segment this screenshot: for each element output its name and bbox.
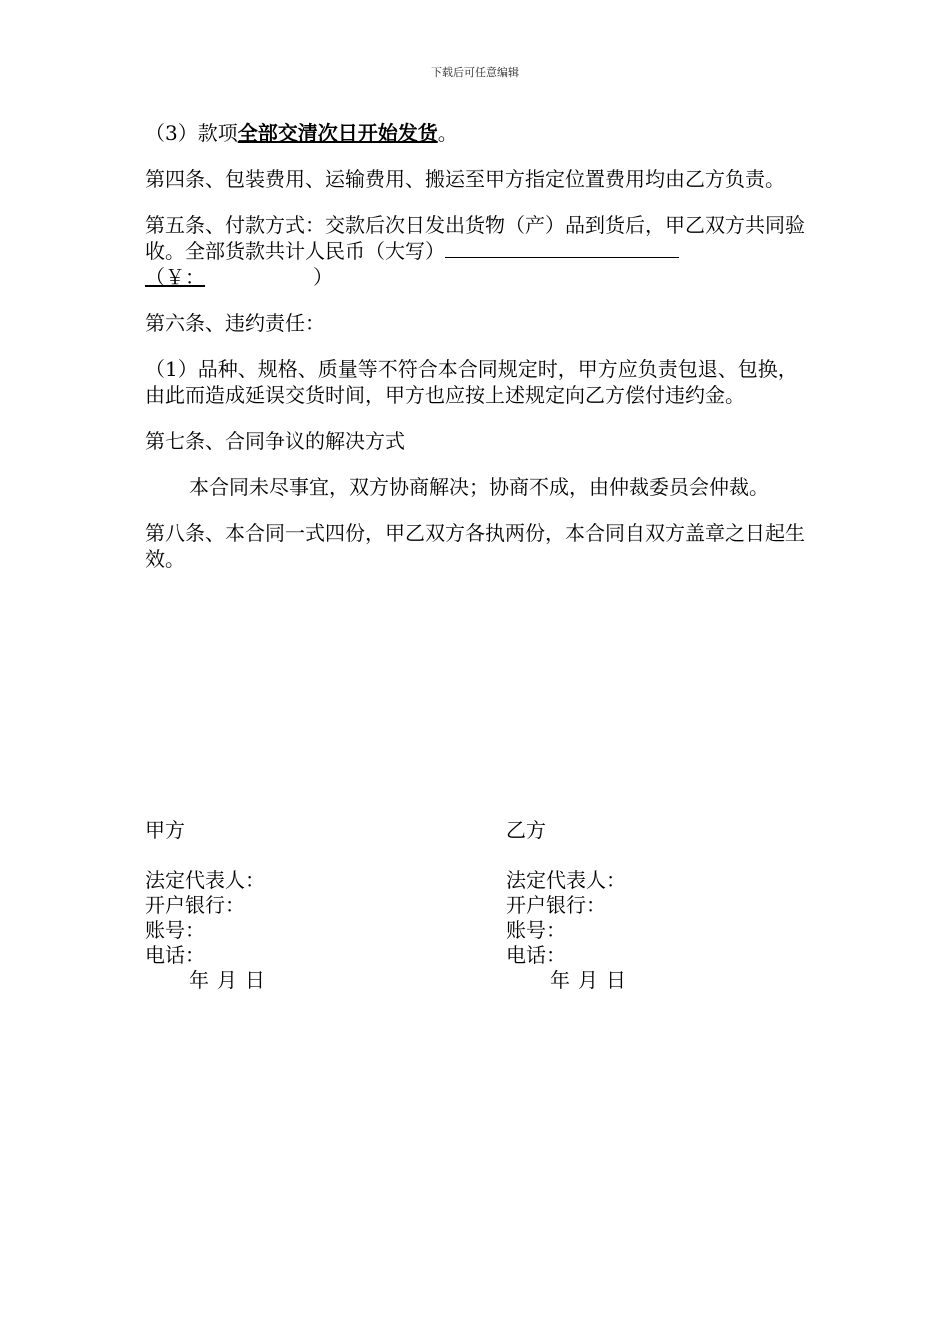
party-a-month: 月 (217, 968, 237, 992)
party-a-bank: 开户银行： (145, 893, 245, 917)
party-b-block (506, 818, 846, 993)
party-b-bank: 开户银行： (506, 893, 606, 917)
rmb-close: ） (313, 265, 333, 289)
party-b-phone: 电话： (506, 943, 566, 967)
party-a-year: 年 (189, 968, 209, 992)
amount-blank-line[interactable] (445, 241, 679, 258)
party-b-year: 年 (550, 968, 570, 992)
party-b-date (506, 968, 846, 993)
clause-6-item-1: （1）品种、规格、质量等不符合本合同规定时，甲方应负责包退、包换，由此而造成延误交货时间，甲方也应按上述规定向乙方偿付违约金。 (145, 357, 798, 407)
party-b-day: 日 (606, 968, 626, 992)
page-header: 下载后可任意编辑 (431, 66, 519, 79)
clause-5 (145, 212, 805, 290)
clause-3-item-3 (145, 120, 805, 146)
party-b-month: 月 (578, 968, 598, 992)
contract-body (145, 120, 805, 592)
party-a-rep: 法定代表人： (145, 868, 265, 892)
clause-3-prefix: （3）款项 (145, 121, 238, 145)
clause-7-body: 本合同未尽事宜，双方协商解决；协商不成，由仲裁委员会仲裁。 (189, 475, 769, 499)
clause-5-text: 第五条、付款方式：交款后次日发出货物（产）品到货后，甲乙双方共同验收。全部货款共计人民币（大写） (145, 213, 805, 263)
clause-3-suffix: 。 (437, 121, 458, 145)
clause-4: 第四条、包装费用、运输费用、搬运至甲方指定位置费用均由乙方负责。 (145, 167, 785, 191)
party-b-account: 账号： (506, 918, 566, 942)
party-a-account: 账号： (145, 918, 205, 942)
party-a-block (145, 818, 485, 993)
party-a-date (145, 968, 485, 993)
clause-3-emphasis: 全部交清次日开始发货 (237, 121, 438, 145)
rmb-open: （￥： (145, 265, 205, 289)
clause-6-title: 第六条、违约责任： (145, 311, 325, 335)
clause-7-title: 第七条、合同争议的解决方式 (145, 429, 405, 453)
party-a-phone: 电话： (145, 943, 205, 967)
party-b-rep: 法定代表人： (506, 868, 626, 892)
clause-8: 第八条、本合同一式四份，甲乙双方各执两份，本合同自双方盖章之日起生效。 (145, 521, 805, 571)
party-b-name: 乙方 (506, 818, 546, 842)
party-a-name: 甲方 (145, 818, 185, 842)
party-a-day: 日 (245, 968, 265, 992)
